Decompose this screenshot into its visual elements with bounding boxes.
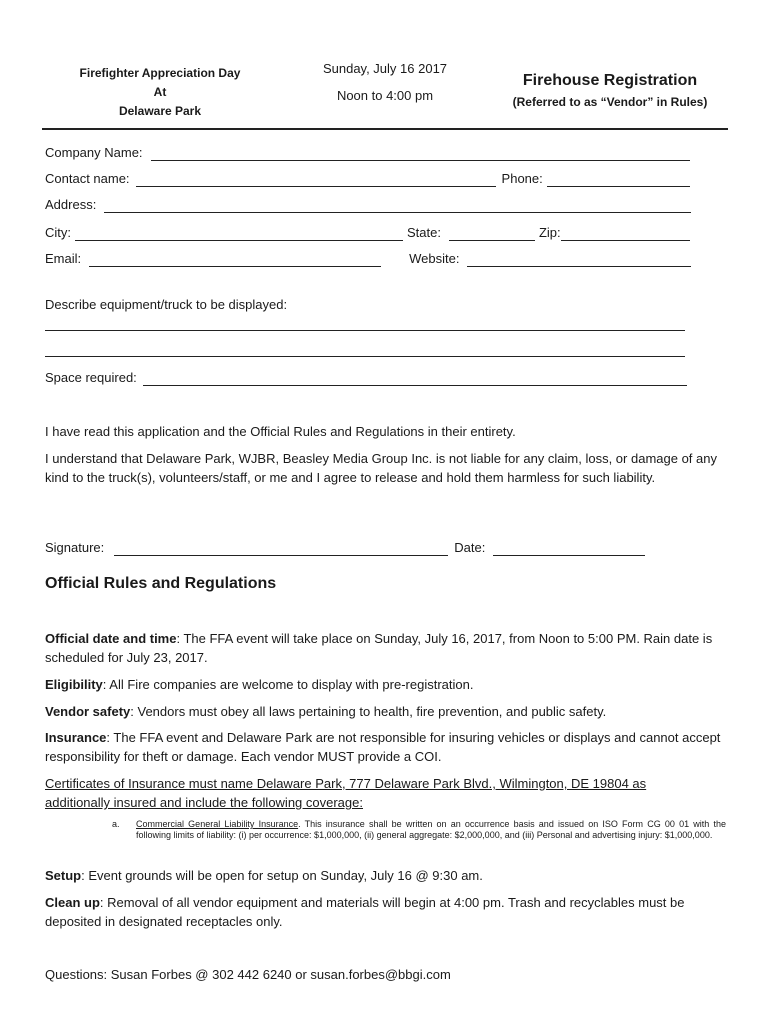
rule-eligibility-text: : All Fire companies are welcome to display with pre-registration.	[102, 677, 474, 692]
rule-cleanup	[45, 893, 730, 931]
signature-field[interactable]	[114, 541, 448, 556]
space-field[interactable]	[143, 371, 687, 386]
rule-safety-label: Vendor safety	[45, 704, 131, 719]
city-label: City:	[45, 225, 71, 240]
company-name-field[interactable]	[151, 146, 690, 161]
rule-insurance	[45, 728, 725, 766]
equipment-field-2[interactable]	[45, 356, 685, 357]
rule-date-time-text: : The FFA event will take place on Sunday, July 16, 2017, from Noon to 5:00 PM. Rain date is scheduled for July 23, 2017.	[45, 631, 713, 665]
event-line-3: Delaware Park	[118, 104, 202, 118]
rule-eligibility-label: Eligibility	[45, 677, 103, 692]
rule-cleanup-label: Clean up	[45, 895, 100, 910]
header-divider	[42, 128, 728, 130]
state-field[interactable]	[449, 226, 535, 241]
event-line-1: Firefighter Appreciation Day	[79, 66, 241, 80]
website-field[interactable]	[467, 252, 691, 267]
address-field[interactable]	[104, 198, 691, 213]
event-time: Noon to 4:00 pm	[336, 88, 434, 103]
liability-statement: I understand that Delaware Park, WJBR, Beasley Media Group Inc. is not liable for any claim, loss, or damage of any kind to the truck(s), volunteers/staff, or me and I agree to release and hold them harmless for such liability.	[45, 451, 717, 485]
state-label: State:	[407, 225, 441, 240]
rule-setup-text: : Event grounds will be open for setup on Sunday, July 16 @ 9:30 am.	[81, 868, 483, 883]
event-name	[60, 64, 260, 121]
event-datetime	[300, 55, 470, 109]
address-label: Address:	[45, 197, 97, 212]
form-subtitle: (Referred to as “Vendor” in Rules)	[512, 95, 708, 109]
date-field[interactable]	[493, 541, 645, 556]
phone-label: Phone:	[501, 171, 543, 186]
rule-safety-text: : Vendors must obey all laws pertaining to health, fire prevention, and public safety.	[130, 704, 607, 719]
rule-cleanup-text: : Removal of all vendor equipment and materials will begin at 4:00 pm. Trash and recyclables must be deposited in designated receptacles only.	[45, 895, 685, 929]
signature-label: Signature:	[45, 540, 105, 555]
equipment-field-1[interactable]	[45, 330, 685, 331]
space-label: Space required:	[45, 370, 137, 385]
questions-contact: Questions: Susan Forbes @ 302 442 6240 or susan.forbes@bbgi.com	[45, 967, 451, 982]
company-name-label: Company Name:	[45, 145, 143, 160]
rule-insurance-text: : The FFA event and Delaware Park are not responsible for insuring vehicles or displays and cannot accept responsibility for theft or damage. Each vendor MUST provide a COI.	[45, 730, 721, 764]
read-statement: I have read this application and the Official Rules and Regulations in their entirety.	[45, 424, 516, 439]
coverage-label: Commercial General Liability Insurance	[136, 819, 299, 829]
event-line-2: At	[153, 85, 167, 99]
coverage-text: . This insurance shall be written on an occurrence basis and issued on ISO Form CG 00 01 with the following limits of liability: (i) per occurrence: $1,000,000, (ii) general aggregate: $2,000,000, and (iii) Personal and advertising injury: $1,000,000.	[136, 819, 726, 840]
rule-date-time-label: Official date and time	[45, 631, 177, 646]
address-row	[45, 197, 691, 213]
email-label: Email:	[45, 251, 82, 266]
website-label: Website:	[409, 251, 460, 266]
email-row	[45, 251, 691, 267]
coverage-marker: a.	[112, 819, 120, 829]
contact-name-label: Contact name:	[45, 171, 130, 186]
form-heading	[490, 70, 730, 112]
signature-row	[45, 540, 645, 556]
zip-label: Zip:	[538, 225, 561, 240]
event-date: Sunday, July 16 2017	[322, 61, 448, 76]
equipment-label: Describe equipment/truck to be displayed:	[45, 297, 288, 312]
company-name-row	[45, 145, 690, 161]
phone-field[interactable]	[547, 172, 690, 187]
zip-field[interactable]	[561, 226, 690, 241]
rule-insurance-label: Insurance	[45, 730, 107, 745]
certificates-statement: Certificates of Insurance must name Delaware Park, 777 Delaware Park Blvd., Wilmington, DE 19804 as additionally insured and include the following coverage:	[45, 776, 647, 810]
rule-vendor-safety	[45, 702, 725, 721]
contact-name-field[interactable]	[136, 172, 496, 187]
form-title: Firehouse Registration	[522, 72, 698, 89]
space-row	[45, 370, 687, 386]
city-field[interactable]	[75, 226, 403, 241]
rule-date-time	[45, 629, 725, 667]
date-label: Date:	[454, 540, 486, 555]
email-field[interactable]	[89, 252, 381, 267]
contact-row	[45, 171, 690, 187]
rules-title: Official Rules and Regulations	[45, 575, 277, 592]
coverage-item	[136, 819, 726, 841]
city-row	[45, 225, 690, 241]
rule-setup	[45, 866, 725, 885]
rule-eligibility	[45, 675, 725, 694]
rule-setup-label: Setup	[45, 868, 82, 883]
